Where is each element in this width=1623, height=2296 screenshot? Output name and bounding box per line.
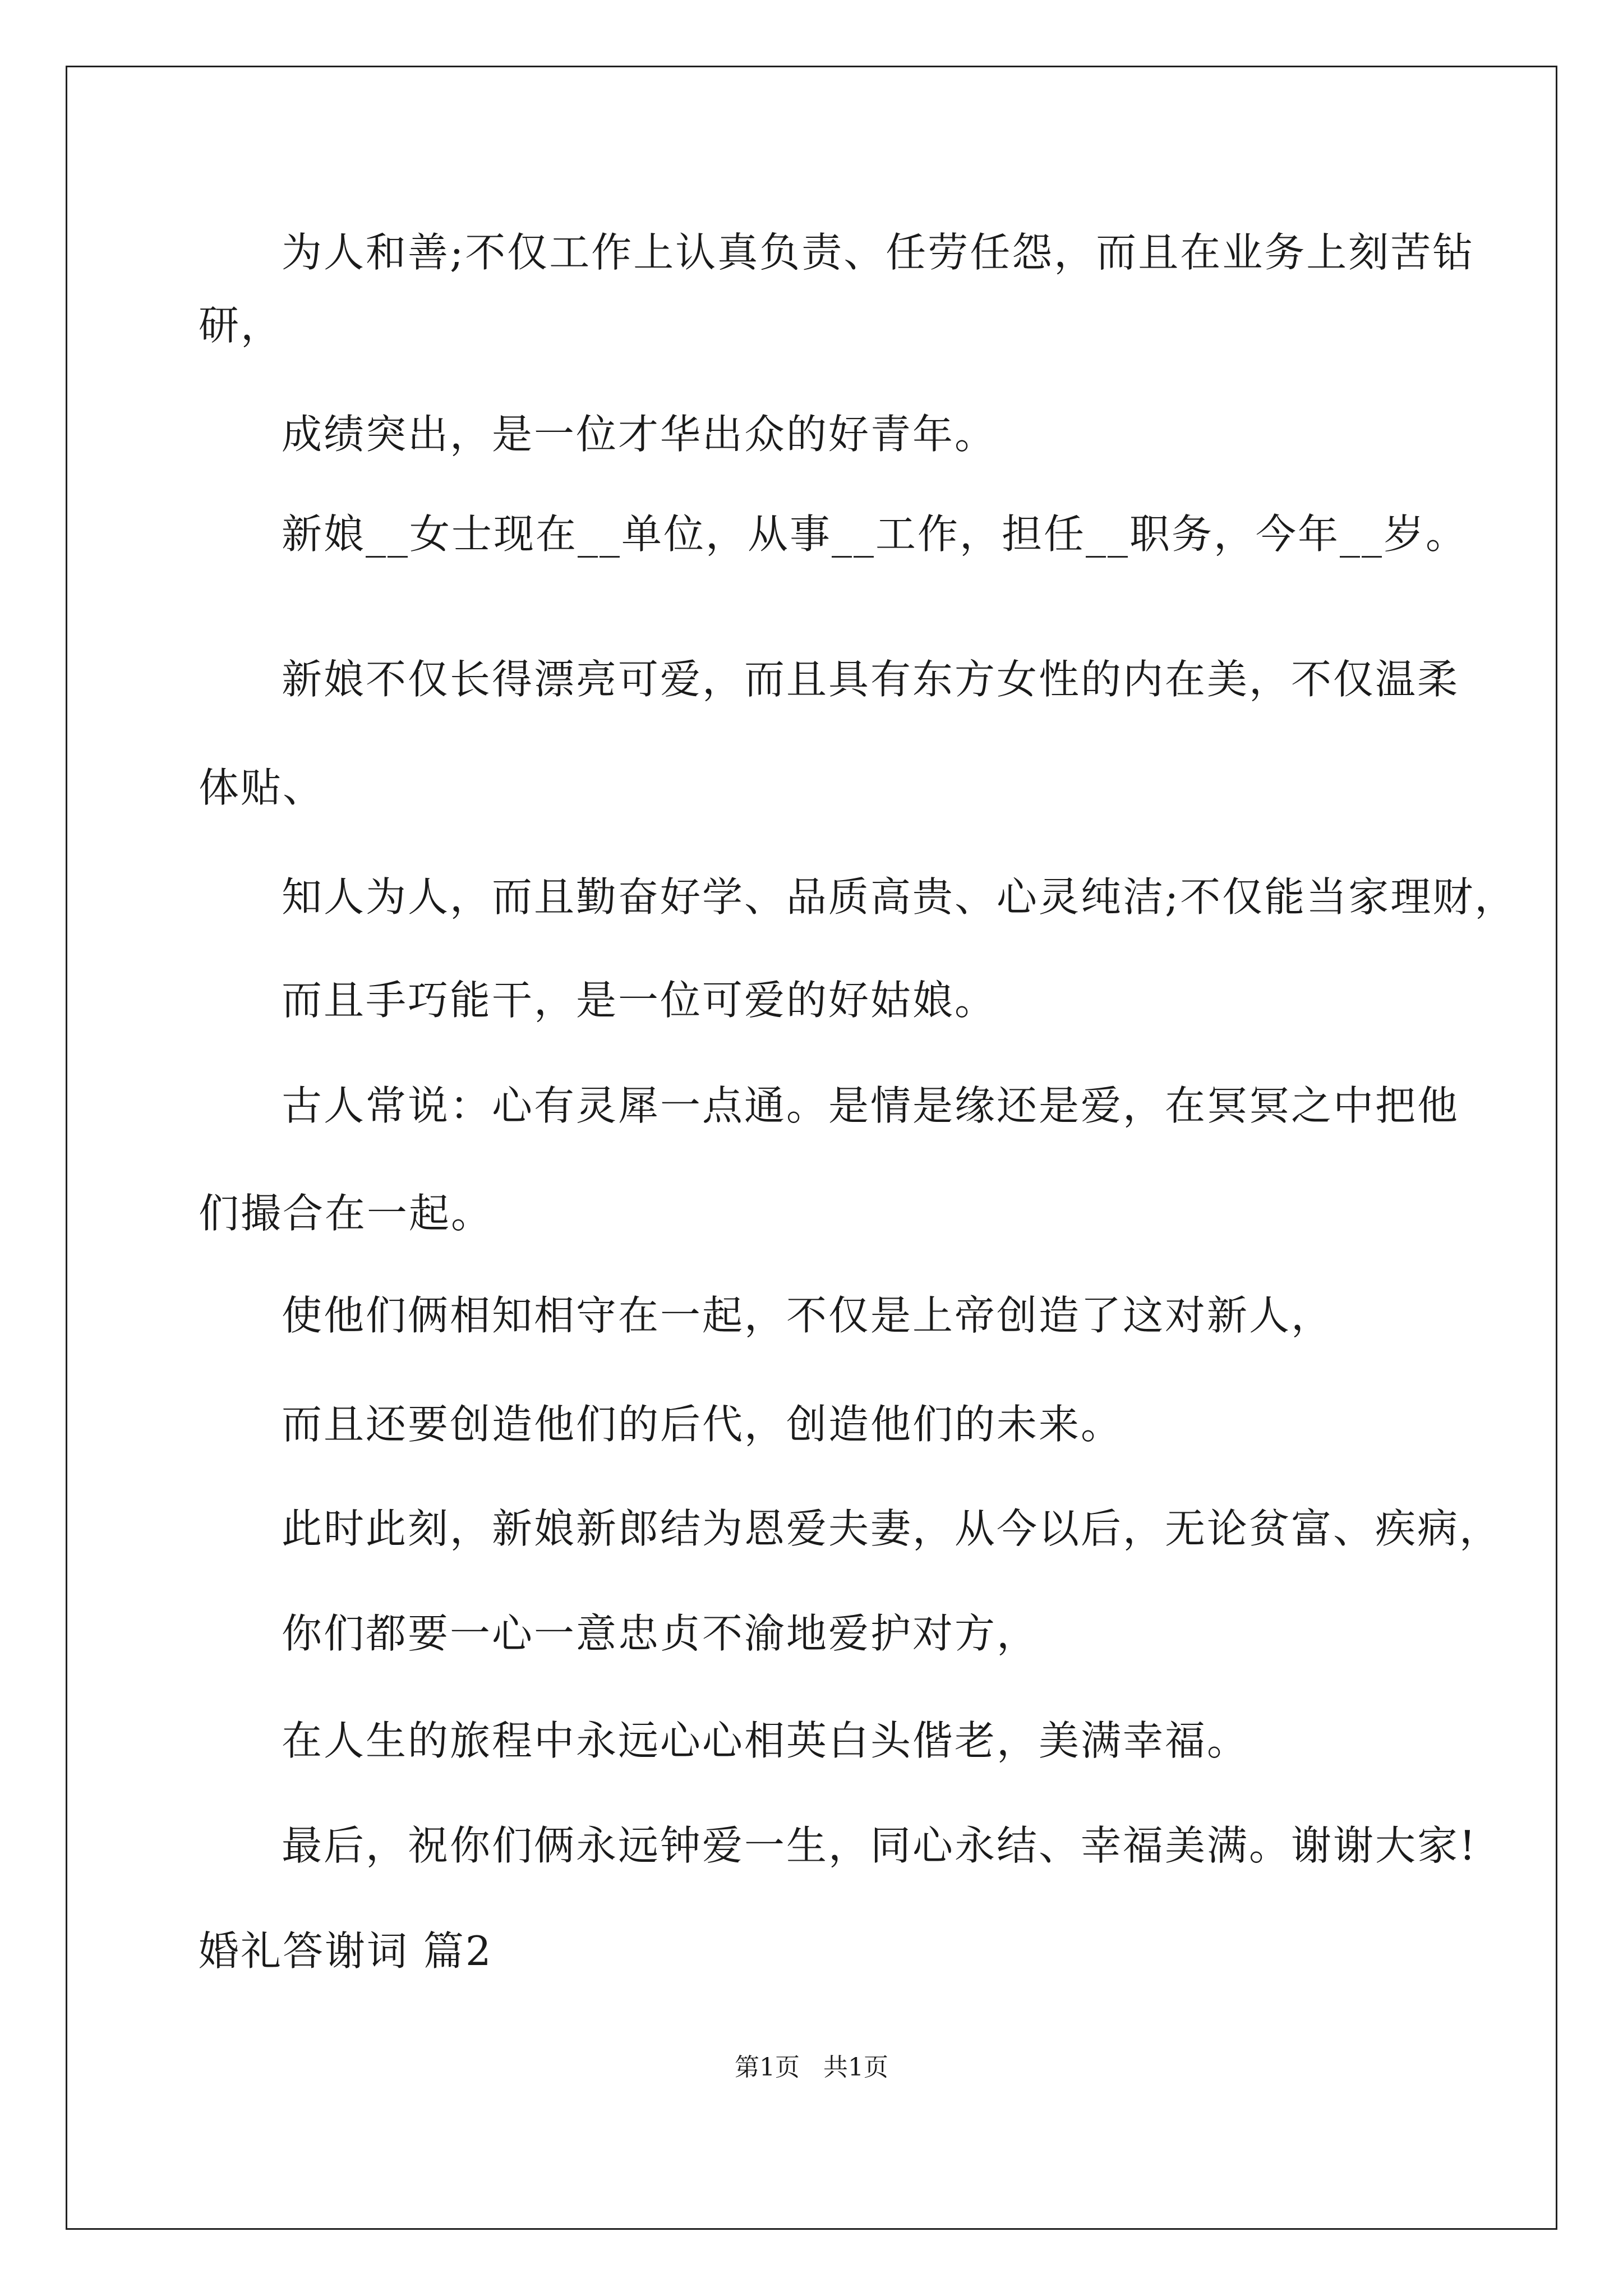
paragraph-line: 新娘不仅长得漂亮可爱，而且具有东方女性的内在美，不仅温柔 xyxy=(282,656,1460,703)
paragraph-line: 们撮合在一起。 xyxy=(199,1190,494,1237)
paragraph-line: 此时此刻，新娘新郎结为恩爱夫妻，从今以后，无论贫富、疾病， xyxy=(282,1505,1502,1552)
page-number-footer: 第1页 共1页 xyxy=(735,2053,888,2082)
paragraph-line: 成绩突出，是一位才华出众的好青年。 xyxy=(282,411,997,458)
section-heading: 婚礼答谢词 篇2 xyxy=(199,1927,493,1975)
paragraph-line: 使他们俩相知相守在一起，不仅是上帝创造了这对新人， xyxy=(282,1292,1334,1339)
paragraph-line: 体贴、 xyxy=(199,764,325,811)
page-border xyxy=(66,66,1557,2230)
paragraph-line: 知人为人，而且勤奋好学、品质高贵、心灵纯洁;不仅能当家理财， xyxy=(282,873,1517,921)
paragraph-line: 在人生的旅程中永远心心相英白头偕老，美满幸福。 xyxy=(282,1717,1249,1764)
paragraph-line: 最后，祝你们俩永远钟爱一生，同心永结、幸福美满。谢谢大家! xyxy=(282,1822,1477,1869)
paragraph-line: 研， xyxy=(199,302,283,349)
paragraph-line: 你们都要一心一意忠贞不渝地爱护对方， xyxy=(282,1610,1039,1657)
paragraph-line: 古人常说：心有灵犀一点通。是情是缘还是爱，在冥冥之中把他 xyxy=(282,1082,1460,1129)
paragraph-line: 而且还要创造他们的后代，创造他们的未来。 xyxy=(282,1401,1123,1448)
paragraph-line: 新娘__女士现在__单位，从事__工作，担任__职务，今年__岁。 xyxy=(282,510,1468,558)
paragraph-line: 而且手巧能干，是一位可爱的好姑娘。 xyxy=(282,977,997,1024)
paragraph-line: 为人和善;不仅工作上认真负责、任劳任怨，而且在业务上刻苦钻 xyxy=(282,229,1475,276)
